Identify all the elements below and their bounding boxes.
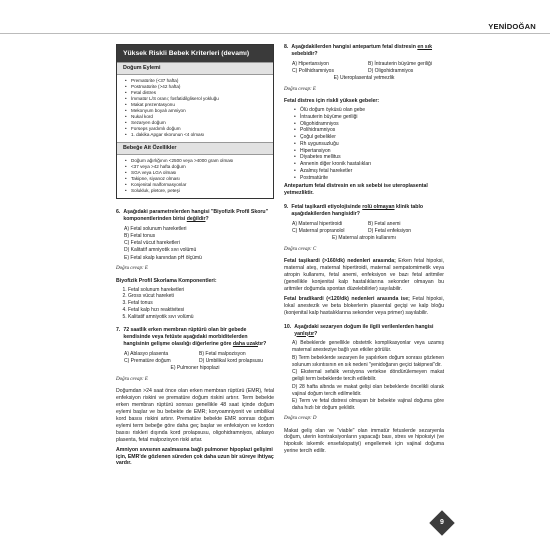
risk-box-baby-heading: Bebeğe Ait Özellikler (117, 142, 273, 155)
list-item: • Konjenital malformasyonlar (125, 182, 267, 188)
option-b[interactable]: B) Fetal malpozisyon (199, 350, 246, 357)
explanation-lead: Fetal taşikardi (>160/dk) nedenleri arasında; (284, 258, 396, 265)
question-8-options (292, 61, 444, 76)
option-c[interactable]: C) Maternal propranolol (292, 228, 345, 235)
explanation-conclusion: Antepartum fetal distresin en sık sebebi ise uteroplasental yetmezliktir. (284, 183, 428, 197)
explanation-body: Erken fetal hipoksi, maternal ateş, maternal hipertiroidi, maternal sempatomimetik veya atropin kullanımı, fetal anemi, enfeksiyon ve bazı fetal aritmiler (genellikle konjenital kalp hastalıklarına sekonder olmayan bu aritmiler doğumda spontan düzelebilirler) sayılabilir. (284, 258, 444, 292)
list-item: • Diyabetes mellitus (294, 154, 444, 161)
list-item: • Hipertansiyon (294, 148, 444, 155)
option-d[interactable]: D) 28 hafta altında ve makat gelişi olan bebeklerde öncelikli olarak vajinal doğum tercih edilmelidir. (292, 383, 444, 397)
question-9-options (292, 221, 444, 236)
list-item: • Mekonyum boyalı amniyon (125, 108, 267, 114)
list-item: • Postmatürite (294, 175, 444, 182)
question-text-part: sebebidir? (291, 50, 318, 57)
option-d[interactable]: D) Umbilikal kord prolapsusu (199, 358, 263, 365)
answer-label: Doğru cevap: E (116, 376, 148, 382)
question-6 (116, 209, 274, 223)
question-10-options (284, 340, 444, 412)
baby-list (117, 155, 273, 198)
question-text (123, 327, 274, 348)
question-emphasis: en sık (417, 44, 433, 50)
option-e[interactable]: E) Pulmoner hipoplazi (170, 365, 220, 372)
right-column (284, 44, 444, 458)
question-text-part: Aşağıdaki sezaryen doğum ile ilgili verilenlerden hangisi (294, 323, 434, 330)
left-column (116, 44, 274, 470)
option-d[interactable]: D) Oligohidramniyos (368, 68, 414, 75)
question-text-part: Fetal taşikardi etiyolojisinde (291, 204, 363, 211)
question-text-part: 72 saatlik erken membran rüptürü olan bir gebede kendisinde veya fetüste aşağıdaki morbiditelerden hangisinin gelişme olasılığı diğerlerine göre (123, 327, 248, 348)
list-item: 1. Fetal solunum hareketleri (128, 287, 274, 294)
answer-label: Doğru cevap: D (284, 415, 317, 421)
option-b[interactable]: B) Fetal tonus (124, 232, 156, 239)
risk-box-maternal-heading: Doğum Eylemi (117, 62, 273, 75)
explanation-paragraph (284, 296, 444, 317)
question-7 (116, 327, 274, 348)
option-b[interactable]: B) İntrauterin büyüme geriliği (368, 60, 432, 67)
list-item: • Takipne, siyanoz olması (125, 176, 267, 182)
fetal-distress-heading: Fetal distres için riskli yüksek gebeler: (284, 98, 380, 105)
question-7-options (124, 351, 274, 366)
list-item: • Fetal distres (125, 90, 267, 96)
bpp-list (116, 287, 274, 321)
list-item: • Doğum ağırlığının <2500 veya >4000 gram olması (125, 158, 267, 164)
explanation-lead: Fetal bradikardi (<120/dk) nedenleri arasında ise; (284, 295, 410, 302)
list-item: • Forseps yardımlı doğum (125, 126, 267, 132)
option-a[interactable]: A) Ablasyo plasenta (124, 350, 169, 357)
list-item: 2. Gross vücut hareketi (128, 293, 274, 300)
list-item: • Makat prezentasyonu (125, 102, 267, 108)
option-b[interactable]: B) Term bebeklerde sezaryen ile yapılırken doğum sonrası gözlenen solunum sıkıntısının en sık nedeni "yenidoğanın geçici takipnesi"dir. (292, 354, 444, 368)
list-item: 3. Fetal tonus (128, 300, 274, 307)
question-number: 9. (284, 204, 289, 211)
option-e[interactable]: E) Fetal skalp kanından pH ölçümü (124, 254, 202, 261)
question-emphasis: değildir (186, 215, 206, 222)
maternal-list (117, 75, 273, 142)
option-d[interactable]: D) Kalitatif amniyotik sıvı volümü (124, 247, 197, 254)
question-emphasis: rolü olmayan (362, 204, 395, 211)
fetal-distress-list (284, 107, 444, 181)
risk-box-title: Yüksek Riskli Bebek Kriterleri (devamı) (117, 45, 273, 62)
list-item: • Postmatürite (>42 hafta) (125, 84, 267, 90)
list-item: • Prematürite (<37 hafta) (125, 78, 267, 84)
list-item: • Solukluk, pletore, peteşi (125, 188, 267, 194)
option-d[interactable]: D) Fetal enfeksiyon (368, 228, 412, 235)
answer-label: Doğru cevap: E (284, 86, 316, 92)
list-item: • Nukal kord (125, 114, 267, 120)
question-text-part: tır? (257, 341, 267, 348)
question-emphasis: yanlıştır (294, 330, 315, 337)
question-text (291, 204, 444, 218)
question-8 (284, 44, 444, 58)
list-item: • İmmatür L/S oranı; fosfatidilgliserol yokluğu (125, 96, 267, 102)
explanation-paragraph: Makat geliş olan ve "viable" olan immatür fetuslerde sezaryenla doğum, uterin kontraksiyonların yapacağı bası, stres ve hipoksiyi (ve hipoksik iskemik ensefalopatiyi) engellemek için vajinal doğuma yerine tercih edilir. (284, 427, 444, 455)
question-number: 8. (284, 44, 289, 50)
list-item: • Azalmış fetal hareketler (294, 168, 444, 175)
option-e[interactable]: E) Term ve fetal distresi olmayan bir bebekte vajinal doğuma göre daha hızlı bir doğum şeklidir. (292, 398, 444, 412)
option-e[interactable]: E) Maternal atropin kullanımı (332, 235, 396, 242)
header-rule (0, 33, 550, 34)
list-item: • <37 veya >42 hafta doğum (125, 164, 267, 170)
question-text (294, 324, 444, 338)
question-10 (284, 324, 444, 338)
question-text-part: ? (205, 215, 209, 222)
question-6-options (124, 226, 274, 262)
list-item: • İntrauterin büyüme geriliği (294, 114, 444, 121)
list-item: • Çoğul gebelikler (294, 134, 444, 141)
list-item: 5. Kalitatif amniyotik sıvı volümü (128, 314, 274, 321)
answer-label: Doğru cevap: C (284, 246, 317, 252)
option-c[interactable]: C) Eksternal sefalik versiyona vertekse döndürülemeyen makat gelişli term bebeklerde tercih edilebilir. (292, 369, 444, 383)
page-number: 9 (440, 519, 444, 526)
question-number: 10. (284, 323, 292, 330)
question-9 (284, 204, 444, 218)
option-a[interactable]: A) Bebeklerde genellikle obstetrik komplikasyonlar veya uzamış maternal anesteziye bağlı yan etkiler görülür. (292, 340, 444, 354)
bpp-heading: Biyofizik Profil Skorlama Komponentleri: (116, 277, 217, 284)
question-text-part: ? (314, 330, 318, 337)
list-item: • Sezaryen doğum (125, 120, 267, 126)
option-a[interactable]: A) Hipertansiyon (292, 60, 329, 67)
list-item: • Polihidramniyos (294, 127, 444, 134)
option-c[interactable]: C) Fetal vücut hareketleri (124, 240, 180, 247)
question-text-part: klinik tablo aşağıdakilerden hangisidir? (291, 204, 424, 218)
question-text-part: Aşağıdaki parametrelerden hangisi "Biyofizik Profil Skoru" komponentlerinden birisi (123, 208, 269, 222)
option-a[interactable]: A) Maternal hipertiroidi (292, 220, 343, 227)
option-c[interactable]: C) Polihidramniyos (292, 68, 334, 75)
question-number: 7. (116, 327, 121, 334)
risk-criteria-box (116, 44, 274, 199)
section-title: YENİDOĞAN (488, 22, 536, 31)
question-text (291, 44, 444, 58)
question-emphasis: daha uzak (232, 341, 258, 348)
option-b[interactable]: B) Fetal anemi (368, 220, 401, 227)
answer-label: Doğru cevap: E (116, 265, 148, 271)
option-c[interactable]: C) Prematüre doğum (124, 358, 171, 365)
explanation-paragraph: Doğumdan >24 saat önce olan erken membran rüptürü (EMR), fetal enfeksiyon riskini ve prematüre doğum riskini artırır. Term bebekte erken membran rüptürü sonrası genellikle 48 saat içinde doğum eylemi başlar ve bu bebekte de EMR; koryoamniyonit ve umbilikal kord basısı riskini artırır. Prematüre bebekte EMR sonrası doğum eylemi term bebeğe göre daha geç başlar ve enfeksiyon ve kordon basısı riskleri dışında kord prolapsusu, oligohidramniyos, ablasyo plasenta, fetal malpozisyon riski artar. (116, 388, 274, 443)
list-item: • Oligohidramniyos (294, 121, 444, 128)
list-item: • Rh uygunsuzluğu (294, 141, 444, 148)
list-item: • 1. dakika Apgar skorunun <4 olması (125, 132, 267, 138)
list-item: • Ölü doğum öyküsü olan gebe (294, 107, 444, 114)
explanation-conclusion: Amniyon sıvısının azalmasına bağlı pulmoner hipoplazi gelişimi için, EMR'de gözlenen süreden çok daha uzun bir süreye ihtiyaç vardır. (116, 446, 274, 467)
list-item: 4. Fetal kalp hızı reaktivitesi (128, 307, 274, 314)
explanation-body: Fetal hipoksi, lokal anestezik ve beta blokerlerin plasental geçişi ve kalp bloğu (konjenital kalp hastalıklarına sekonder veya primer) sayılabilir. (284, 295, 444, 316)
question-number: 6. (116, 208, 121, 215)
option-e[interactable]: E) Uteroplasental yetmezlik (333, 75, 395, 82)
list-item: • Annenin diğer kronik hastalıkları (294, 161, 444, 168)
explanation-paragraph (284, 258, 444, 293)
list-item: • SGA veya LGA olması (125, 170, 267, 176)
question-text-part: Aşağıdakilerden hangisi antepartum fetal distresin (291, 44, 418, 50)
question-text (123, 209, 274, 223)
option-a[interactable]: A) Fetal solunum hareketleri (124, 225, 187, 232)
